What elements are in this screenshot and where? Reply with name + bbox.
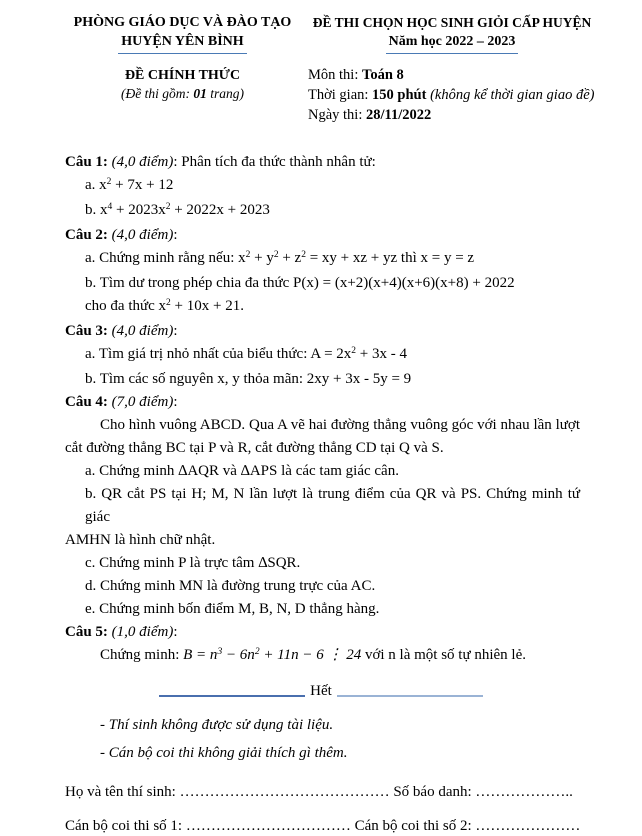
text-run: : Phân tích đa thức thành nhân tử: — [173, 154, 376, 170]
exam-title-block — [300, 14, 604, 125]
text-run: 2 — [166, 298, 171, 308]
subject-label: Môn thi: — [308, 67, 362, 83]
question-4d — [65, 575, 580, 598]
question-4-intro-line2 — [65, 437, 580, 460]
org-name-line1: PHÒNG GIÁO DỤC VÀ ĐÀO TẠO — [73, 15, 292, 30]
text-run: thì — [397, 250, 421, 266]
text-run: : — [173, 227, 178, 243]
text-run: x = y = z — [420, 250, 475, 266]
text-run: d. Chứng minh MN là đường trung trực của AC. — [85, 578, 376, 594]
school-year: Năm học 2022 – 2023 — [386, 33, 519, 54]
org-name-line2: HUYỆN YÊN BÌNH — [118, 33, 246, 54]
note-no-explanation: - Cán bộ coi thi không giải thích gì thêm. — [100, 745, 348, 761]
text-run: với n là một số tự nhiên lẻ. — [361, 647, 526, 663]
candidate-fields — [0, 775, 642, 836]
text-run: cho đa thức — [85, 298, 159, 314]
duration-value: 150 phút — [372, 87, 427, 103]
text-run: ∆APS — [240, 463, 278, 479]
question-3-heading — [65, 320, 580, 343]
text-run: (4,0 điểm) — [111, 227, 174, 243]
end-divider — [0, 681, 642, 701]
text-run: c. Chứng minh P là trực tâm — [85, 555, 259, 571]
text-run: 4 — [107, 202, 113, 212]
date-value: 28/11/2022 — [366, 107, 432, 123]
text-run: Câu 4: — [65, 394, 112, 410]
text-run: + 2022x + 2023 — [170, 202, 270, 218]
text-run: 2 — [245, 250, 251, 260]
text-run: + y — [250, 250, 274, 266]
text-run: (4,0 điểm) — [111, 154, 174, 170]
text-run: cắt đường thẳng BC tại P và R, cắt đường thẳng CD tại Q và S. — [65, 440, 444, 456]
question-2-heading — [65, 224, 580, 247]
text-run: (7,0 điểm) — [111, 394, 174, 410]
proctor-fields: Cán bộ coi thi số 1: …………………………… Cán bộ coi thi số 2: ………………… — [65, 818, 581, 834]
question-3b — [65, 368, 580, 391]
question-2b-continued — [65, 295, 580, 320]
text-run: − 6n — [222, 647, 255, 663]
school-year-wrap — [300, 32, 604, 54]
text-run: a. Chứng minh — [85, 463, 179, 479]
question-4b-line1 — [65, 483, 580, 529]
question-1b — [65, 199, 580, 224]
text-run: Cho hình vuông ABCD. Qua A vẽ hai đường thẳng vuông góc với nhau lần lượt — [100, 417, 580, 433]
text-run: x — [158, 298, 167, 314]
text-run: : — [173, 624, 178, 640]
text-run: a. — [85, 177, 100, 193]
text-run: 2 — [254, 647, 260, 657]
text-run: B = n — [183, 647, 218, 663]
text-run: 3 — [217, 647, 223, 657]
question-4-intro-line1 — [65, 414, 580, 437]
question-4-heading — [65, 391, 580, 414]
issuing-office-block — [65, 14, 300, 125]
question-4e — [65, 598, 580, 621]
text-run: 2 — [165, 202, 171, 212]
pages-note-count: 01 — [193, 86, 207, 101]
text-run: (4,0 điểm) — [111, 323, 174, 339]
duration-line — [308, 85, 604, 105]
text-run: + 11n − 6 ⋮ 24 — [259, 647, 362, 663]
text-run: ∆AQR — [178, 463, 219, 479]
text-run: (1,0 điểm) — [111, 624, 174, 640]
question-5-statement — [65, 644, 580, 669]
text-run: Câu 1: — [65, 154, 112, 170]
pages-note — [65, 85, 300, 102]
text-run: A = 2x — [310, 346, 352, 362]
end-marker: Hết — [310, 683, 332, 699]
subject-line — [308, 65, 604, 85]
text-run: e. Chứng minh bốn điểm M, B, N, D thẳng hàng. — [85, 601, 380, 617]
text-run: là các tam giác cân. — [277, 463, 399, 479]
text-run: + z — [278, 250, 302, 266]
text-run: + 3x - 4 — [356, 346, 407, 362]
text-run: Câu 5: — [65, 624, 112, 640]
text-run: x — [238, 250, 246, 266]
text-run: x — [100, 202, 108, 218]
org-name-line2-wrap — [65, 32, 300, 54]
text-run: b. Tìm các số nguyên x, y thỏa mãn: — [85, 371, 307, 387]
text-run: và — [219, 463, 241, 479]
text-run: : — [173, 394, 178, 410]
text-run: a. Tìm giá trị nhỏ nhất của biểu thức: — [85, 346, 311, 362]
question-4b-line2 — [65, 529, 580, 552]
text-run: 2 — [273, 250, 279, 260]
text-run: b. Tìm dư trong phép chia đa thức — [85, 275, 294, 291]
question-5-heading — [65, 621, 580, 644]
text-run: AMHN là hình chữ nhật. — [65, 532, 216, 548]
duration-label: Thời gian: — [308, 87, 373, 103]
text-run: b. QR cắt PS tại H; M, N lần lượt là trung điểm của QR và PS. Chứng minh tứ giác — [85, 486, 580, 525]
text-run: = xy + xz + yz — [305, 250, 398, 266]
text-run: + 7x + 12 — [111, 177, 174, 193]
exam-header — [0, 0, 642, 125]
official-exam-label: ĐỀ CHÍNH THỨC — [124, 68, 241, 83]
duration-note: (không kể thời gian giao đề) — [426, 87, 595, 103]
question-4a — [65, 460, 580, 483]
text-run: . — [296, 555, 301, 571]
candidate-name-field: Họ và tên thí sinh: …………………………………… Số báo danh: ……………….. — [65, 784, 573, 800]
text-run: 2 — [351, 346, 357, 356]
text-run: + 2023x — [112, 202, 166, 218]
date-label: Ngày thi: — [308, 107, 366, 123]
text-run: x — [99, 177, 107, 193]
exam-body — [0, 151, 642, 669]
divider-line-left — [159, 695, 305, 697]
question-3a — [65, 343, 580, 368]
text-run: Câu 2: — [65, 227, 112, 243]
text-run: 2 — [106, 177, 112, 187]
text-run: Câu 3: — [65, 323, 112, 339]
pages-note-prefix: (Đề thi gồm: — [121, 86, 194, 101]
text-run: Chứng minh: — [100, 647, 184, 663]
date-line — [308, 105, 604, 125]
question-2a — [65, 247, 580, 272]
text-run: 2 — [301, 250, 306, 260]
text-run: P(x) = (x+2)(x+4)(x+6)(x+8) + 2022 — [293, 275, 515, 291]
question-2b — [65, 272, 580, 295]
question-1-heading — [65, 151, 580, 174]
text-run: + 10x + 21. — [170, 298, 244, 314]
text-run: ∆SQR — [258, 555, 297, 571]
question-4c — [65, 552, 580, 575]
text-run: : — [173, 323, 178, 339]
question-1a — [65, 174, 580, 199]
text-run: a. Chứng minh rằng nếu: — [85, 250, 239, 266]
text-run: b. — [85, 202, 100, 218]
note-no-materials: - Thí sinh không được sử dụng tài liệu. — [100, 717, 334, 733]
exam-title: ĐỀ THI CHỌN HỌC SINH GIỎI CẤP HUYỆN — [312, 15, 592, 30]
divider-line-right — [337, 695, 483, 697]
exam-notes — [0, 711, 642, 767]
pages-note-suffix: trang) — [206, 86, 244, 101]
subject-value: Toán 8 — [361, 67, 404, 83]
exam-details — [300, 65, 604, 125]
text-run: 2xy + 3x - 5y = 9 — [306, 371, 412, 387]
